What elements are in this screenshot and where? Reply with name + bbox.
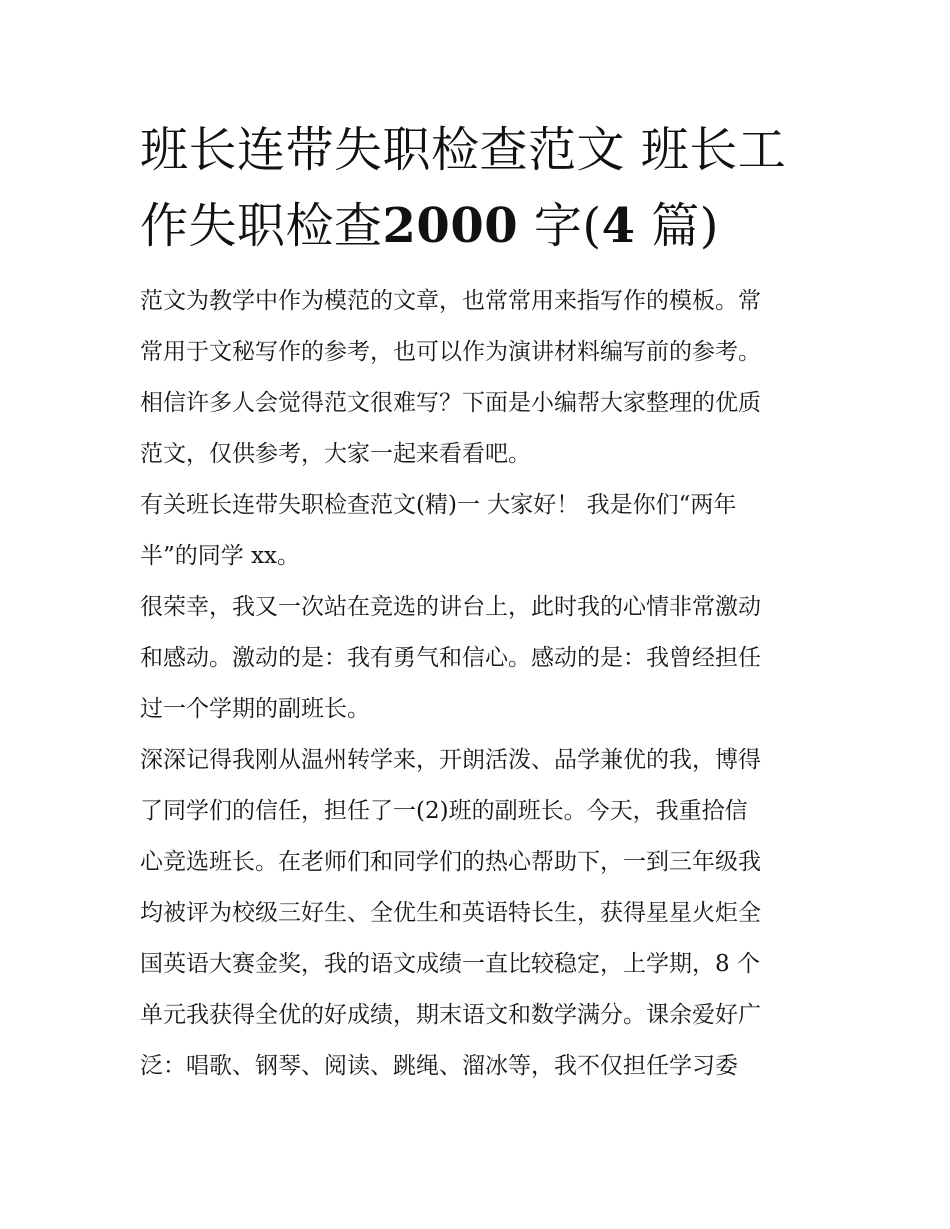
title-line-2 bbox=[140, 188, 812, 264]
greeting-line-1: 有关班长连带失职检查范文(精)一 大家好！ 我是你们“两年 bbox=[140, 492, 737, 518]
feeling-line-2: 和感动。激动的是：我有勇气和信心。感动的是：我曾经担任 bbox=[140, 645, 761, 671]
title-text-a: 作失职检查 bbox=[140, 198, 383, 254]
history-line-7: 泛：唱歌、钢琴、阅读、跳绳、溜冰等，我不仅担任学习委 bbox=[140, 1053, 738, 1079]
intro-line-2: 常用于文秘写作的参考，也可以作为演讲材料编写前的参考。 bbox=[140, 339, 761, 365]
document-title bbox=[140, 112, 812, 264]
history-line-5: 国英语大赛金奖，我的语文成绩一直比较稳定，上学期，8 个 bbox=[140, 951, 760, 977]
history-line-2: 了同学们的信任，担任了一(2)班的副班长。今天，我重拾信 bbox=[140, 798, 748, 824]
history-line-1: 深深记得我刚从温州转学来，开朗活泼、品学兼优的我，博得 bbox=[140, 747, 761, 773]
title-article-count: 4 bbox=[601, 198, 636, 254]
history-line-3: 心竞选班长。在老师们和同学们的热心帮助下，一到三年级我 bbox=[140, 849, 761, 875]
document-body bbox=[140, 276, 820, 1092]
title-text-b: 字( bbox=[518, 198, 602, 254]
feeling-line-3: 过一个学期的副班长。 bbox=[140, 696, 370, 722]
history-line-6: 单元我获得全优的好成绩，期末语文和数学满分。课余爱好广 bbox=[140, 1002, 761, 1028]
greeting-line-2: 半”的同学 xx。 bbox=[140, 543, 301, 569]
feeling-line-1: 很荣幸，我又一次站在竞选的讲台上，此时我的心情非常激动 bbox=[140, 594, 761, 620]
title-word-count: 2000 bbox=[382, 198, 519, 254]
intro-line-4: 范文，仅供参考，大家一起来看看吧。 bbox=[140, 441, 531, 467]
title-text-c: 篇) bbox=[635, 198, 720, 254]
intro-line-3: 相信许多人会觉得范文很难写？下面是小编帮大家整理的优质 bbox=[140, 390, 761, 416]
title-line-1: 班长连带失职检查范文 班长工 bbox=[140, 122, 787, 178]
intro-line-1: 范文为教学中作为模范的文章，也常常用来指写作的模板。常 bbox=[140, 288, 761, 314]
history-line-4: 均被评为校级三好生、全优生和英语特长生，获得星星火炬全 bbox=[140, 900, 761, 926]
